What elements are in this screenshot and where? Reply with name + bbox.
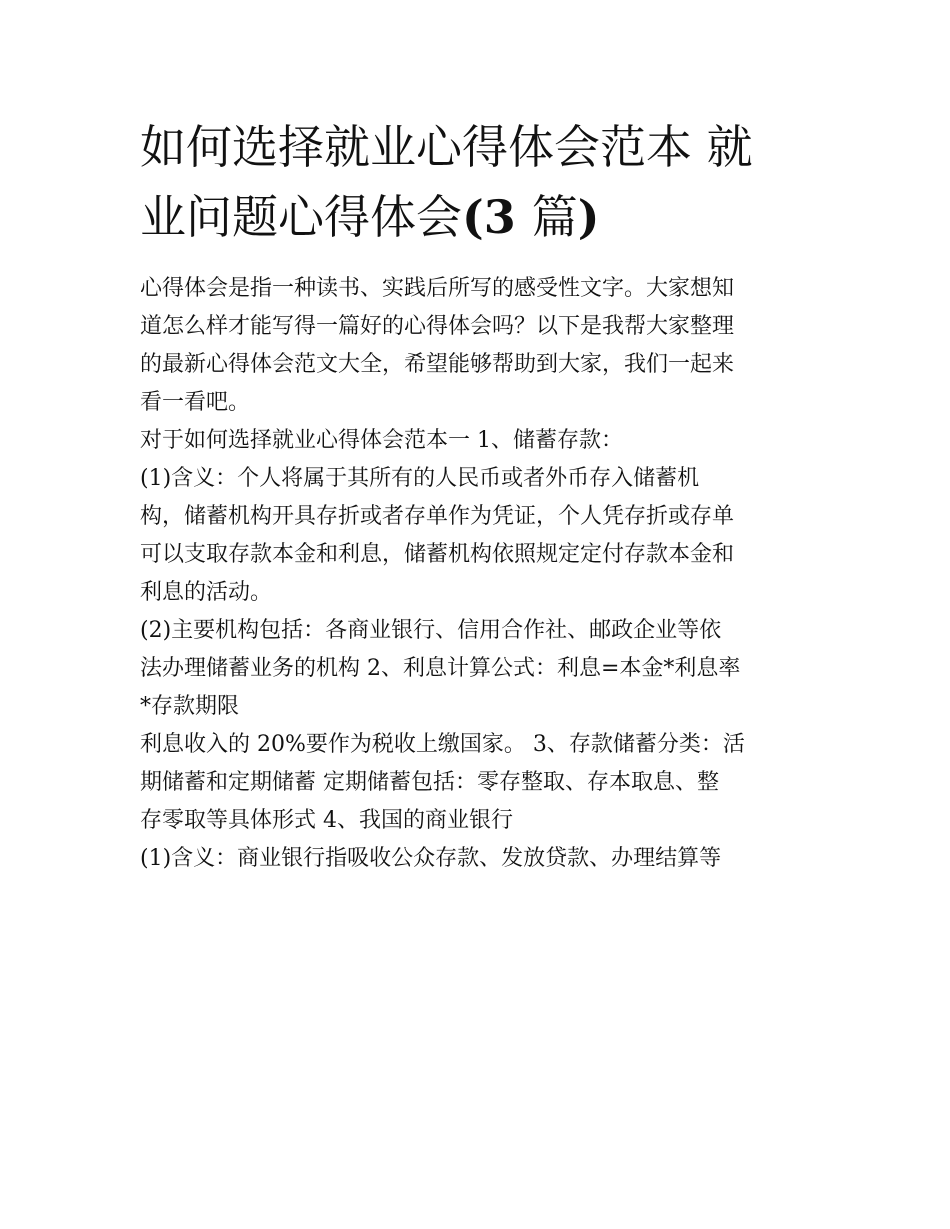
paragraph-line: 利息的活动。 (140, 580, 273, 605)
paragraph-line: 存零取等具体形式 4、我国的商业银行 (140, 808, 513, 833)
bank-definition-paragraph (140, 840, 820, 878)
intro-paragraph (140, 270, 820, 422)
paragraph-line: 看一看吧。 (140, 390, 251, 415)
paragraph-line: 对于如何选择就业心得体会范本一 1、储蓄存款： (140, 428, 623, 453)
title-line-1: 如何选择就业心得体会范本 就 (140, 120, 753, 174)
paragraph-line: 可以支取存款本金和利息，储蓄机构依照规定定付存款本金和 (140, 542, 735, 567)
paragraph-line: *存款期限 (140, 694, 240, 719)
tax-paragraph (140, 726, 820, 840)
paragraph-line: 道怎么样才能写得一篇好的心得体会吗？以下是我帮大家整理 (140, 314, 735, 339)
paragraph-line: 期储蓄和定期储蓄 定期储蓄包括：零存整取、存本取息、整 (140, 770, 719, 795)
paragraph-line: (1)含义：个人将属于其所有的人民币或者外币存入储蓄机 (140, 466, 700, 491)
paragraph-line: (2)主要机构包括：各商业银行、信用合作社、邮政企业等依 (140, 618, 722, 643)
paragraph-line: 法办理储蓄业务的机构 2、利息计算公式：利息=本金*利息率 (140, 656, 741, 681)
paragraph-line: (1)含义：商业银行指吸收公众存款、发放贷款、办理结算等 (140, 846, 722, 871)
title-line-2-prefix: 业问题心得体会 (140, 190, 462, 244)
paragraph-line: 心得体会是指一种读书、实践后所写的感受性文字。大家想知 (140, 276, 735, 301)
paragraph-line: 构，储蓄机构开具存折或者存单作为凭证，个人凭存折或存单 (140, 504, 735, 529)
section-heading-paragraph (140, 422, 820, 460)
title-line-2-unit: 篇 (531, 190, 578, 244)
title-line-2-count: (3 (462, 190, 532, 244)
title-line-2 (140, 182, 820, 252)
paragraph-line: 利息收入的 20%要作为税收上缴国家。 3、存款储蓄分类：活 (140, 732, 745, 757)
definition-paragraph (140, 460, 820, 612)
institutions-paragraph (140, 612, 820, 726)
title-line-2-close-paren: ) (577, 190, 600, 244)
document-content (140, 112, 820, 878)
paragraph-line: 的最新心得体会范文大全，希望能够帮助到大家，我们一起来 (140, 352, 735, 377)
document-title (140, 112, 820, 252)
